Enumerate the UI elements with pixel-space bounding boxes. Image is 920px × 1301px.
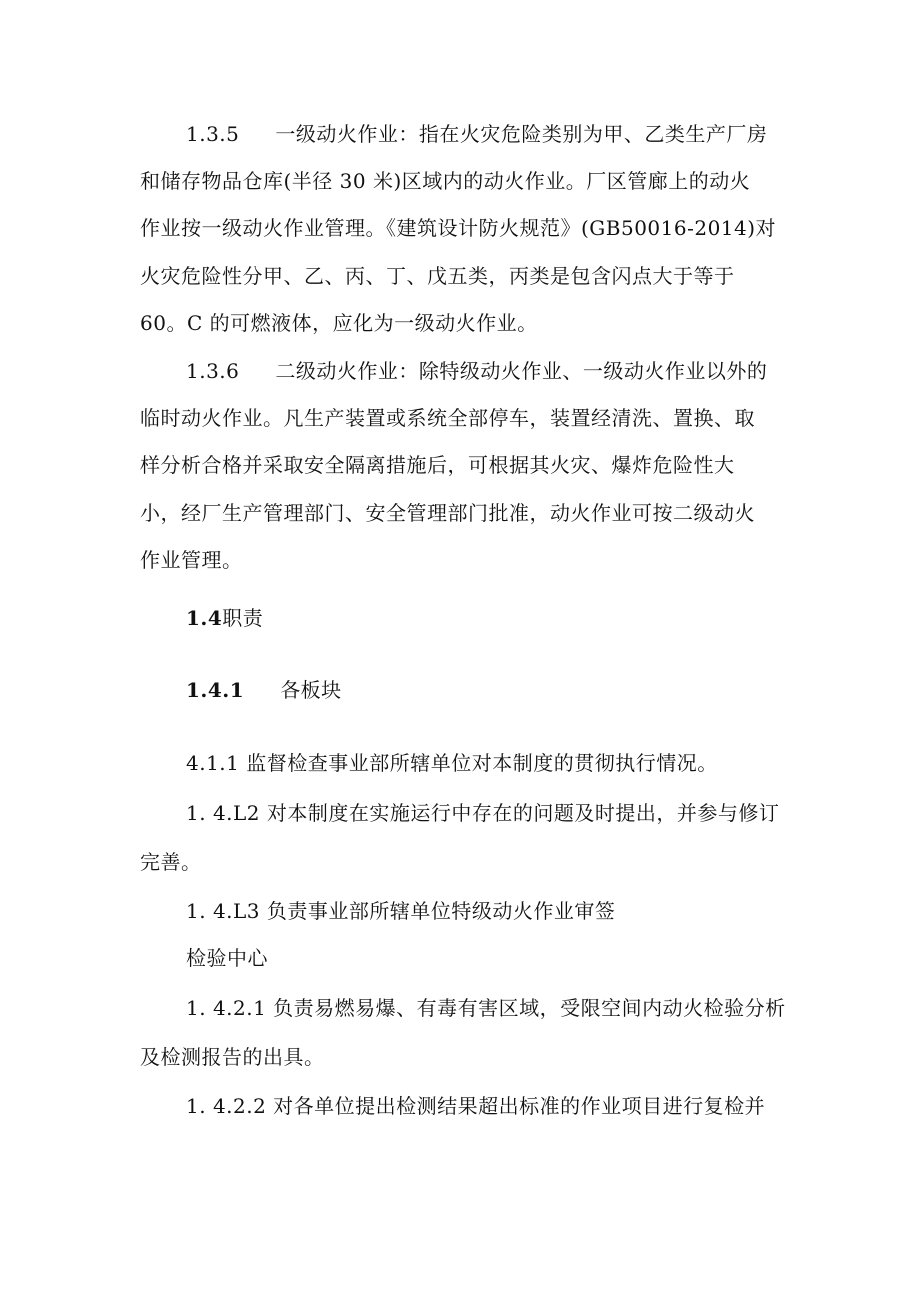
clause-1-3-5-line-1 [186,120,767,148]
clause-1-3-5-line-4: 火灾危险性分甲、乙、丙、丁、戊五类，丙类是包含闪点大于等于 [140,264,735,288]
clause-1-4-l2-line-1: 1. 4.L2 对本制度在实施运行中存在的问题及时提出，并参与修订 [186,801,780,825]
clause-1-3-6-line-2: 临时动火作业。凡生产装置或系统全部停车，装置经清洗、置换、取 [140,406,755,430]
clause-1-3-6-line-5: 作业管理。 [140,548,243,572]
clause-1-3-5-line-2: 和储存物品仓库(半径 30 米)区域内的动火作业。厂区管廊上的动火 [140,169,751,193]
clause-4-1-1: 4.1.1 监督检查事业部所辖单位对本制度的贯彻执行情况。 [186,751,718,775]
clause-1-4-l2-line-2: 完善。 [140,850,202,874]
clause-text: 一级动火作业：指在火灾危险类别为甲、乙类生产厂房 [275,122,768,146]
section-title: 各板块 [280,678,342,702]
clause-1-3-6-line-3: 样分析合格并采取安全隔离措施后，可根据其火灾、爆炸危险性大 [140,453,735,477]
clause-1-3-6-line-1 [186,357,767,385]
clause-1-3-6-line-4: 小，经厂生产管理部门、安全管理部门批准，动火作业可按二级动火 [140,501,755,525]
clause-1-4-2-1-line-1: 1. 4.2.1 负责易燃易爆、有毒有害区域，受限空间内动火检验分析 [186,996,786,1020]
section-heading-1-4-1 [186,676,342,704]
clause-1-4-l3: 1. 4.L3 负责事业部所辖单位特级动火作业审签 [186,899,616,923]
clause-number: 1.3.6 [186,359,240,383]
clause-1-3-5-line-5: 60。C 的可燃液体，应化为一级动火作业。 [140,311,538,335]
section-heading-1-4 [186,604,263,632]
section-number: 1.4.1 [186,678,245,702]
clause-1-4-2-2-line-1: 1. 4.2.2 对各单位提出检测结果超出标准的作业项目进行复检并 [186,1094,766,1118]
clause-1-3-5-line-3: 作业按一级动火作业管理。《建筑设计防火规范》(GB50016-2014)对 [140,216,777,240]
clause-1-4-2-1-line-2: 及检测报告的出具。 [140,1045,325,1069]
clause-text: 二级动火作业：除特级动火作业、一级动火作业以外的 [275,359,768,383]
clause-number: 1.3.5 [186,122,240,146]
section-title: 职责 [222,606,264,630]
subsection-inspection-center: 检验中心 [186,946,268,970]
section-number: 1.4 [186,606,223,630]
